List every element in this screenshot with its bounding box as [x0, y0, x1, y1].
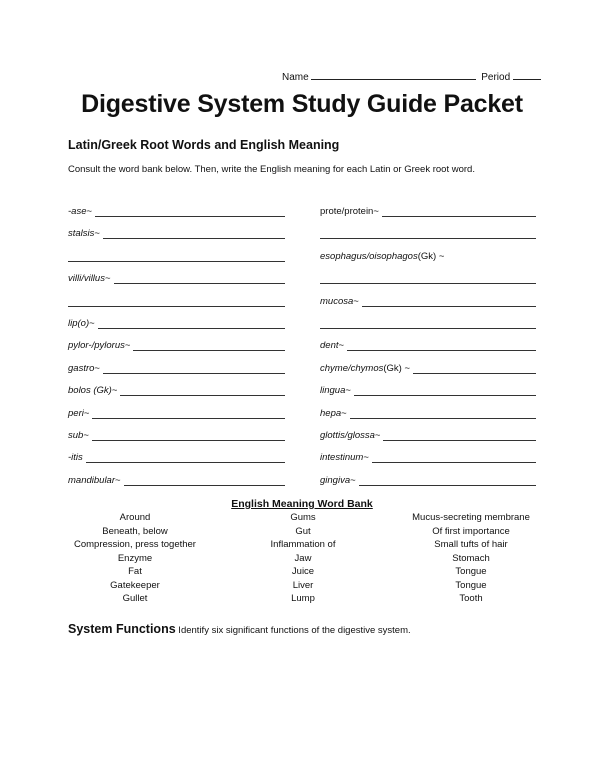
word-bank-item: Tongue	[455, 566, 487, 577]
root-word-row	[320, 270, 536, 284]
answer-line[interactable]	[98, 318, 285, 329]
root-word-suffix: ~	[83, 430, 89, 441]
word-bank-item: Beneath, below	[102, 525, 168, 537]
answer-line[interactable]	[362, 296, 536, 307]
root-word-suffix: ~	[104, 273, 111, 285]
period-field[interactable]	[513, 70, 541, 80]
root-word-suffix: ~	[115, 474, 121, 486]
root-word-suffix: ~	[345, 385, 351, 397]
answer-line[interactable]	[413, 363, 536, 374]
answer-line[interactable]	[133, 340, 285, 351]
root-word: hepa	[320, 407, 342, 419]
root-word: villi/villus	[68, 273, 105, 285]
answer-line[interactable]	[114, 273, 285, 284]
system-functions	[68, 622, 411, 636]
answer-line[interactable]	[320, 273, 536, 284]
word-bank-item: Juice	[291, 566, 315, 577]
root-word-suffix: ~	[374, 430, 381, 441]
root-word-suffix: ~	[83, 407, 90, 419]
root-word-suffix: ~	[89, 318, 95, 329]
root-word-row	[68, 225, 285, 239]
name-field[interactable]	[311, 70, 476, 80]
answer-line[interactable]	[372, 452, 536, 463]
answer-line[interactable]	[103, 228, 285, 239]
root-word-row	[320, 382, 536, 396]
root-word: sub	[68, 430, 84, 441]
root-word-row	[320, 248, 536, 262]
instructions: Consult the word bank below. Then, write the English meaning for each Latin or Greek root word.	[68, 164, 475, 175]
root-word: gingiva	[320, 474, 351, 486]
root-word-row	[320, 360, 536, 374]
root-word-suffix: ~	[94, 228, 100, 240]
root-word-row	[320, 472, 536, 486]
answer-line[interactable]	[68, 296, 285, 307]
root-word-row	[320, 337, 536, 351]
root-word-suffix: ~	[373, 206, 379, 217]
root-word-row	[68, 293, 285, 307]
root-word: chyme/chymos	[320, 362, 384, 374]
word-bank-item: Tooth	[459, 593, 483, 604]
root-word: intestinum	[320, 452, 364, 464]
root-word-row	[68, 270, 285, 284]
root-word-row	[68, 203, 285, 217]
root-word-row	[320, 203, 536, 217]
word-bank-item: Gums	[290, 512, 316, 523]
word-bank-item: Jaw	[294, 552, 312, 564]
root-word: esophagus/oisophagos	[320, 250, 418, 262]
root-word-suffix: ~	[341, 407, 347, 419]
period-label: Period	[481, 72, 511, 83]
root-word-row	[68, 449, 285, 463]
word-bank-item: Liver	[292, 579, 314, 591]
root-word-row	[68, 360, 285, 374]
root-word: mandibular	[68, 474, 115, 486]
answer-line[interactable]	[347, 340, 536, 351]
word-bank-column	[371, 511, 571, 606]
root-word: stalsis	[68, 228, 95, 240]
root-word-row	[68, 405, 285, 419]
root-word-suffix: ~	[353, 295, 359, 307]
word-bank-item: Enzyme	[117, 552, 153, 564]
answer-line[interactable]	[320, 318, 536, 329]
root-word-suffix: ~	[363, 452, 369, 464]
word-bank-item: Stomach	[452, 552, 490, 564]
root-word-row	[320, 405, 536, 419]
section-heading: Latin/Greek Root Words and English Meaning	[68, 138, 340, 152]
name-label: Name	[282, 72, 309, 83]
root-word-row	[68, 315, 285, 329]
root-word-suffix: ~	[350, 474, 356, 486]
root-word: bolos (Gk)	[68, 385, 112, 397]
root-word-suffix: ~	[338, 340, 345, 352]
answer-line[interactable]	[320, 228, 536, 239]
root-word-row	[320, 449, 536, 463]
root-word: dent	[320, 340, 339, 352]
root-word-row	[68, 472, 285, 486]
answer-line[interactable]	[68, 251, 285, 262]
word-bank-item: Mucus-secreting membrane	[412, 512, 530, 523]
root-word: mucosa	[320, 295, 354, 307]
word-bank-item: Tongue	[455, 579, 487, 591]
root-word: lingua	[320, 385, 346, 397]
system-functions-heading: System Functions	[68, 622, 176, 636]
word-bank-item: Around	[119, 512, 151, 523]
root-word-row	[68, 382, 285, 396]
answer-line[interactable]	[124, 475, 285, 486]
word-bank-item: Gullet	[122, 593, 148, 604]
word-bank-item: Inflammation of	[270, 539, 336, 550]
answer-line[interactable]	[382, 206, 536, 217]
root-word: lip(o)	[68, 318, 90, 329]
answer-line[interactable]	[359, 475, 536, 486]
root-word-row	[320, 225, 536, 239]
root-word: -ase	[68, 206, 87, 217]
root-word-suffix: (Gk) ~	[383, 362, 411, 374]
root-word: -itis	[68, 452, 83, 464]
word-bank-item: Gut	[295, 525, 311, 537]
root-word-row	[320, 293, 536, 307]
answer-line[interactable]	[95, 206, 285, 217]
root-word: prote/protein	[320, 206, 374, 217]
answer-line[interactable]	[92, 408, 285, 419]
root-word: peri	[68, 407, 84, 419]
root-word-suffix: ~	[111, 385, 118, 397]
root-word-suffix: ~	[86, 206, 93, 217]
root-word-row	[68, 427, 285, 441]
root-word-row	[320, 315, 536, 329]
system-functions-instructions: Identify six significant functions of the digestive system.	[175, 625, 411, 636]
answer-line[interactable]	[120, 385, 285, 396]
root-word: pylor-/pylorus	[68, 340, 125, 352]
word-bank-title: English Meaning Word Bank	[231, 498, 373, 510]
answer-line[interactable]	[103, 363, 285, 374]
word-bank-item: Small tufts of hair	[434, 539, 508, 550]
root-word-suffix: (Gk) ~	[417, 250, 445, 262]
root-word-suffix: ~	[94, 362, 100, 374]
root-word-row	[68, 337, 285, 351]
answer-line[interactable]	[350, 408, 536, 419]
word-bank-item: Compression, press together	[74, 539, 196, 550]
root-word-suffix: ~	[124, 340, 131, 352]
root-word: gastro	[68, 362, 95, 374]
page-title: Digestive System Study Guide Packet	[81, 90, 523, 118]
name-period-line	[282, 70, 541, 83]
root-word: glottis/glossa	[320, 430, 375, 441]
word-bank-item: Of first importance	[432, 525, 510, 537]
word-bank-item: Fat	[128, 566, 142, 577]
root-word-row	[320, 427, 536, 441]
word-bank-item: Gatekeeper	[110, 579, 160, 591]
answer-line[interactable]	[86, 452, 285, 463]
answer-line[interactable]	[92, 430, 285, 441]
root-word-row	[68, 248, 285, 262]
word-bank-item: Lump	[291, 593, 315, 604]
answer-line[interactable]	[383, 430, 536, 441]
answer-line[interactable]	[354, 385, 536, 396]
